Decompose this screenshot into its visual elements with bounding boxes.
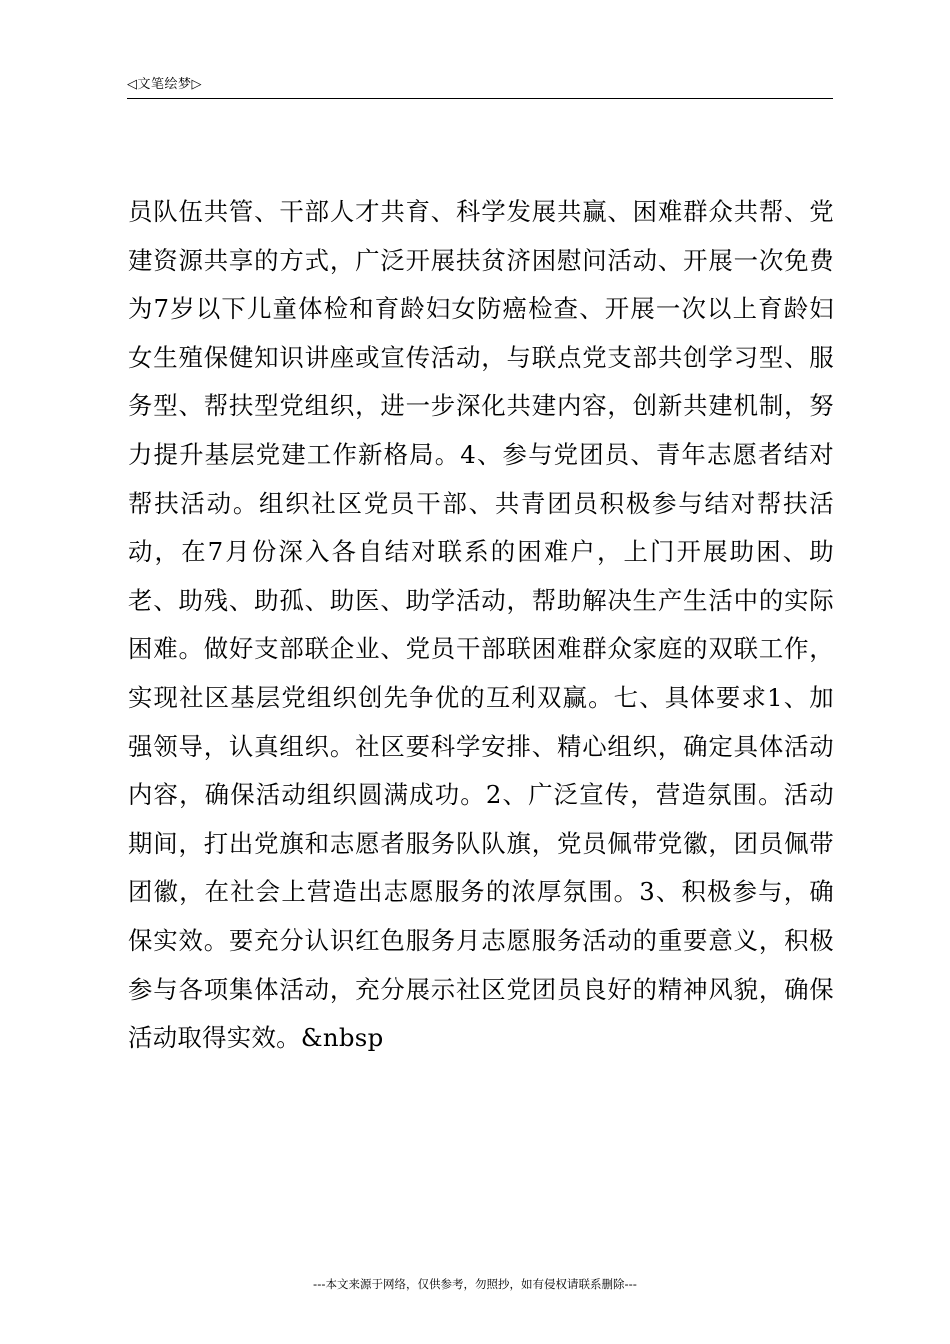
header-title: ◁文笔绘梦▷ <box>127 77 202 92</box>
page-header <box>127 76 833 99</box>
body-paragraph: 员队伍共管、干部人才共育、科学发展共赢、困难群众共帮、党建资源共享的方式，广泛开展扶贫济困慰问活动、开展一次免费为7岁以下儿童体检和育龄妇女防癌检查、开展一次以上育龄妇女生殖保健知识讲座或宣传活动，与联点党支部共创学习型、服务型、帮扶型党组织，进一步深化共建内容，创新共建机制，努力提升基层党建工作新格局。4、参与党团员、青年志愿者结对帮扶活动。组织社区党员干部、共青团员积极参与结对帮扶活动，在7月份深入各自结对联系的困难户，上门开展助困、助老、助残、助孤、助医、助学活动，帮助解决生产生活中的实际困难。做好支部联企业、党员干部联困难群众家庭的双联工作，实现社区基层党组织创先争优的互利双赢。七、具体要求1、加强领导，认真组织。社区要科学安排、精心组织，确定具体活动内容，确保活动组织圆满成功。2、广泛宣传，营造氛围。活动期间，打出党旗和志愿者服务队队旗，党员佩带党徽，团员佩带团徽，在社会上营造出志愿服务的浓厚氛围。3、积极参与，确保实效。要充分认识红色服务月志愿服务活动的重要意义，积极参与各项集体活动，充分展示社区党团员良好的精神风貌，确保活动取得实效。&nbsp <box>128 197 834 1053</box>
footer-disclaimer: ---本文来源于网络，仅供参考，勿照抄，如有侵权请联系删除--- <box>313 1277 637 1291</box>
